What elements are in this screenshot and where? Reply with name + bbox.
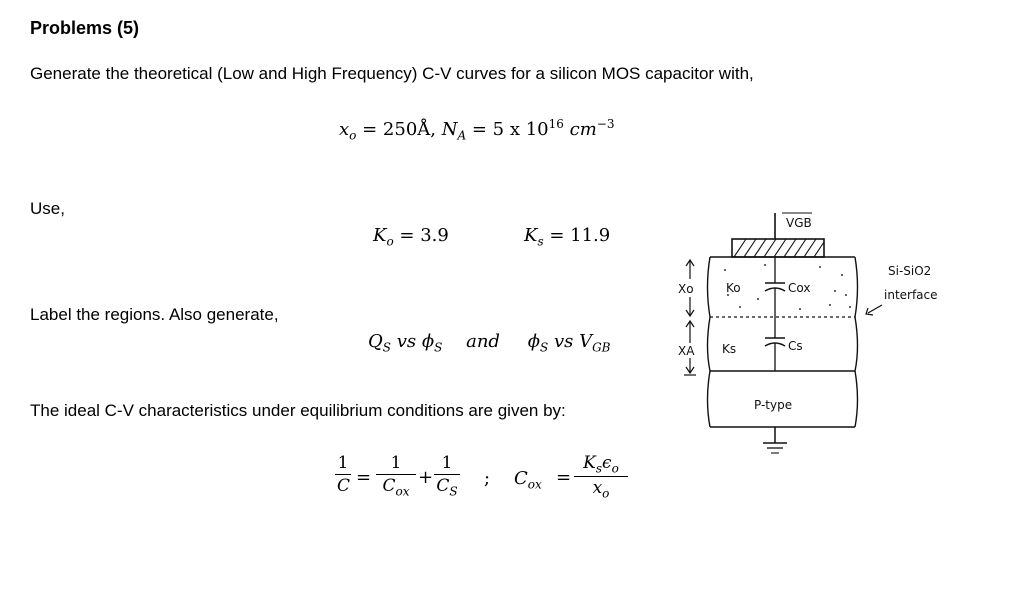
mos-capacitor-sketch <box>670 195 970 465</box>
na-exponent: 16 <box>548 117 564 131</box>
eps-num: ϵ <box>602 453 612 473</box>
na-unit: cm <box>563 119 597 140</box>
ko-constant <box>373 225 449 249</box>
xo-symbol: x <box>339 119 350 140</box>
xa-label: XA <box>678 344 695 358</box>
cox-term-c: C <box>382 476 396 496</box>
ks-label: Ks <box>722 342 737 356</box>
cox-lhs-sub: ox <box>527 477 542 492</box>
ko-value: = 3.9 <box>393 225 449 246</box>
ks-sub: s <box>537 234 544 249</box>
phi-symbol-2: ϕ <box>527 331 540 352</box>
xo-value: = 250Å, <box>356 119 442 140</box>
qs-sub: S <box>382 340 391 355</box>
cox-term-numerator: 1 <box>390 453 402 473</box>
cox-term <box>376 453 416 498</box>
vgb-label: VGB <box>786 216 812 230</box>
equals-sign: = <box>356 467 372 488</box>
cox-lhs-c: C <box>514 468 528 489</box>
and-text: and <box>466 331 500 352</box>
cox-label: Cox <box>788 281 811 295</box>
eps-num-sub: o <box>611 461 619 476</box>
phi-sub-1: S <box>434 340 443 355</box>
ko-symbol: K <box>373 225 387 246</box>
given-values <box>339 117 614 143</box>
lhs-fraction <box>335 453 351 496</box>
cs-term <box>434 453 460 498</box>
ideal-cv-text: The ideal C-V characteristics under equilibrium conditions are given by: <box>30 401 566 420</box>
cox-fraction <box>574 453 628 501</box>
label-regions-text: Label the regions. Also generate, <box>30 305 279 324</box>
lhs-denominator: C <box>337 476 351 496</box>
qs-symbol: Q <box>368 331 383 352</box>
na-value: = 5 x 10 <box>466 119 549 140</box>
vs-text-2: vs <box>548 331 580 352</box>
ks-symbol: K <box>524 225 538 246</box>
phi-symbol-1: ϕ <box>421 331 435 352</box>
interface-arrow <box>868 305 882 313</box>
na-sub: A <box>457 128 467 143</box>
cs-term-c: C <box>436 476 450 496</box>
semicolon: ; <box>484 468 491 489</box>
cs-term-numerator: 1 <box>441 453 453 473</box>
xo-den: x <box>592 478 603 499</box>
cs-term-sub: S <box>449 484 458 499</box>
cs-label: Cs <box>788 339 803 353</box>
ks-value: = 11.9 <box>543 225 611 246</box>
equals-sign-2: = <box>556 467 572 488</box>
na-symbol: N <box>441 119 458 140</box>
intro-text: Generate the theoretical (Low and High Frequency) C-V curves for a silicon MOS capacitor with, <box>30 64 754 83</box>
xo-label: Xo <box>678 282 694 296</box>
plus-sign: + <box>418 467 434 488</box>
ptype-label: P-type <box>754 398 793 412</box>
vs-text-1: vs <box>391 331 422 352</box>
use-label: Use, <box>30 199 65 218</box>
plots-line <box>368 331 610 355</box>
ks-constant <box>524 225 610 249</box>
gate-hatching <box>734 239 824 257</box>
v-sub: GB <box>592 340 611 355</box>
phi-sub-2: S <box>539 340 549 355</box>
problem-heading: Problems (5) <box>30 18 140 38</box>
xo-den-sub: o <box>602 486 610 501</box>
ks-num-sub: s <box>595 461 603 476</box>
ko-sub: o <box>386 234 394 249</box>
xo-sub: o <box>349 128 357 143</box>
ks-num-k: K <box>583 453 596 473</box>
cox-lhs <box>514 468 542 492</box>
ko-label: Ko <box>726 281 741 295</box>
na-unit-exponent: −3 <box>596 117 615 131</box>
v-symbol: V <box>579 331 593 352</box>
interface-label-1: Si-SiO2 <box>888 264 932 278</box>
cox-term-sub: ox <box>395 484 410 499</box>
interface-label-2: interface <box>884 288 938 302</box>
lhs-numerator: 1 <box>337 453 349 473</box>
